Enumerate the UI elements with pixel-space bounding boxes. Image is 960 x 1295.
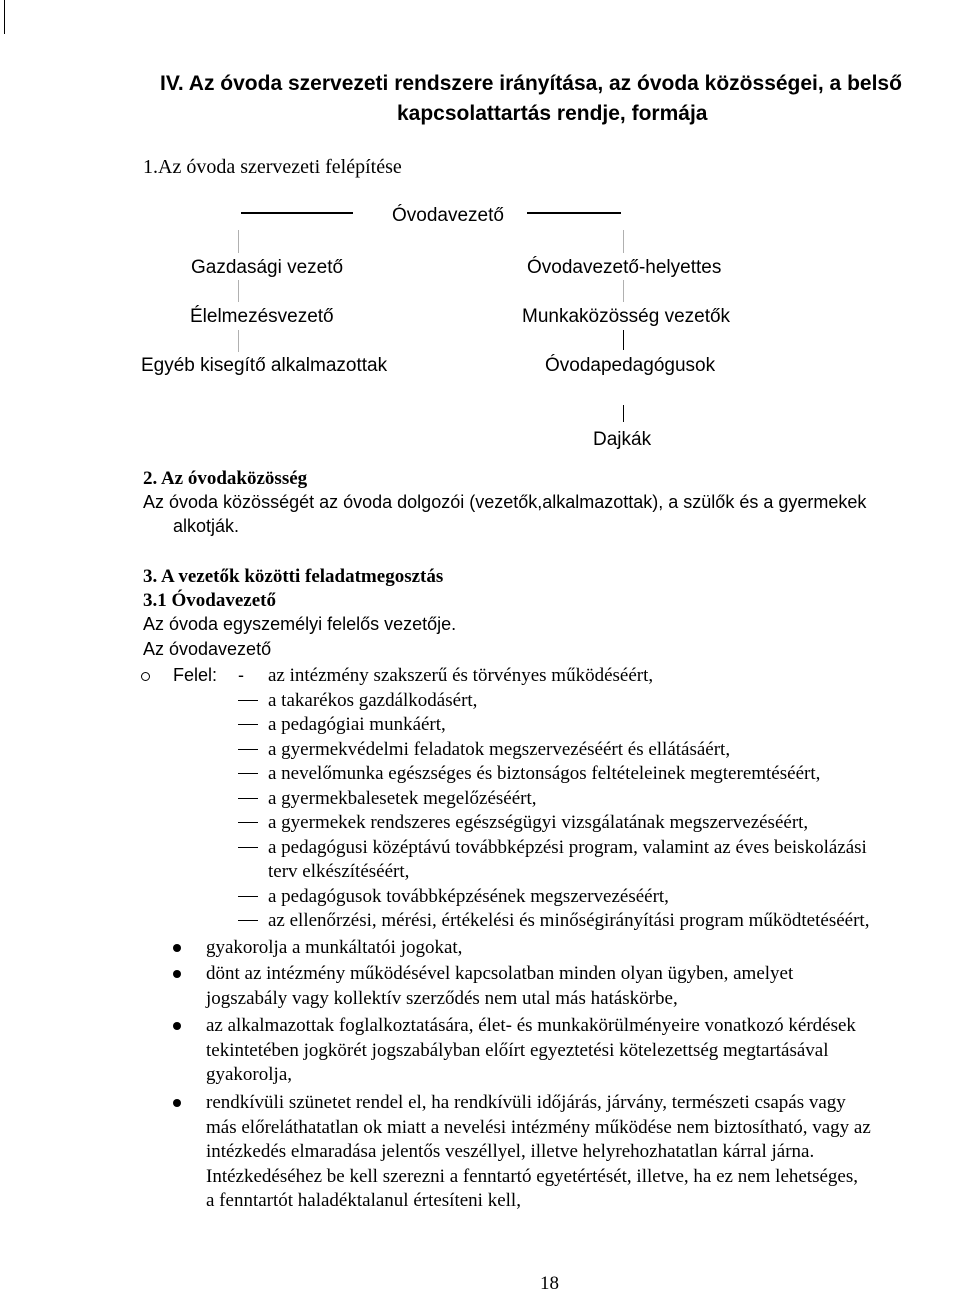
- dash-icon: [238, 847, 258, 848]
- felel-item-cont: terv elkészítéséért,: [268, 861, 410, 882]
- felel-item: az intézmény szakszerű és törvényes működéséért,: [268, 665, 654, 686]
- bullet-text: a fenntartót haladéktalanul értesíteni kell,: [206, 1190, 521, 1211]
- bullet-text: az alkalmazottak foglalkoztatására, élet- és munkakörülményeire vonatkozó kérdések: [206, 1015, 856, 1036]
- felel-dash: -: [238, 665, 244, 685]
- felel-label: Felel:: [173, 665, 218, 685]
- org-line-top-right: [527, 212, 621, 214]
- felel-item: a pedagógiai munkáért,: [268, 714, 446, 735]
- org-connector: [238, 330, 239, 352]
- section2-text: Az óvoda közösségét az óvoda dolgozói (vezetők,alkalmazottak), a szülők és a gyermekek: [143, 492, 867, 512]
- bullet-icon: [173, 1099, 181, 1107]
- org-left-node: Egyéb kisegítő alkalmazottak: [141, 355, 388, 376]
- bullet-text: intézkedés elmaradása jelentős veszéllyel, illetve helyrehozhatatlan kárral járna.: [206, 1141, 815, 1162]
- bullet-icon: [173, 944, 181, 952]
- org-right-node: Óvodapedagógusok: [545, 355, 716, 376]
- org-left-node: Élelmezésvezető: [190, 306, 334, 327]
- org-connector: [623, 330, 624, 350]
- bullet-icon: [173, 1022, 181, 1030]
- section3-text: Az óvoda egyszemélyi felelős vezetője.: [143, 614, 457, 634]
- dash-icon: [238, 749, 258, 750]
- bullet-text: tekintetében jogkörét jogszabályban előírt egyeztetési kötelezettség megtartásával: [206, 1040, 829, 1061]
- bullet-icon: [173, 970, 181, 978]
- bullet-text: dönt az intézmény működésével kapcsolatban minden olyan ügyben, amelyet: [206, 963, 794, 984]
- bullet-icon: [141, 672, 150, 681]
- org-right-node: Munkaközösség vezetők: [522, 306, 731, 327]
- bullet-text: Intézkedéséhez be kell szerezni a fenntartó egyetértését, illetve, ha ez nem lehetséges,: [206, 1166, 858, 1187]
- section3-title: 3. A vezetők közötti feladatmegosztás: [143, 566, 444, 587]
- dash-icon: [238, 896, 258, 897]
- dash-icon: [238, 773, 258, 774]
- org-line-top-left: [241, 212, 353, 214]
- org-right-node: Óvodavezető-helyettes: [527, 257, 722, 278]
- felel-item: az ellenőrzési, mérési, értékelési és minőségirányítási program működtetéséért,: [268, 910, 870, 931]
- section3-subtitle: 3.1 Óvodavezető: [143, 590, 276, 611]
- org-right-node: Dajkák: [593, 429, 652, 450]
- felel-item: a gyermekvédelmi feladatok megszervezéséért és ellátásáért,: [268, 739, 731, 760]
- dash-icon: [238, 920, 258, 921]
- org-connector: [238, 280, 239, 302]
- bullet-text: gyakorolja a munkáltatói jogokat,: [206, 937, 463, 958]
- bullet-text: más előreláthatatlan ok miatt a nevelési intézmény működése nem biztosítható, vagy az: [206, 1117, 871, 1138]
- section1-title: 1.Az óvoda szervezeti felépítése: [143, 156, 402, 178]
- org-connector: [623, 230, 624, 253]
- page-heading-line1: IV. Az óvoda szervezeti rendszere irányítása, az óvoda közösségei, a belső: [160, 72, 902, 95]
- felel-item: a takarékos gazdálkodásért,: [268, 690, 478, 711]
- felel-item: a nevelőmunka egészséges és biztonságos feltételeinek megteremtéséért,: [268, 763, 821, 784]
- bullet-text: jogszabály vagy kollektív szerződés nem utal más hatáskörbe,: [206, 988, 678, 1009]
- section2-title: 2. Az óvodaközösség: [143, 468, 308, 489]
- felel-item: a gyermekbalesetek megelőzéséért,: [268, 788, 537, 809]
- org-left-node: Gazdasági vezető: [191, 257, 344, 278]
- dash-icon: [238, 724, 258, 725]
- org-connector: [238, 230, 239, 253]
- bullet-text: rendkívüli szünetet rendel el, ha rendkívüli időjárás, járvány, természeti csapás vagy: [206, 1092, 846, 1113]
- org-connector: [623, 405, 624, 422]
- margin-mark: [4, 0, 5, 34]
- org-top-node: Óvodavezető: [392, 205, 504, 226]
- dash-icon: [238, 700, 258, 701]
- section2-text: alkotják.: [173, 516, 240, 536]
- dash-icon: [238, 822, 258, 823]
- page-heading-line2: kapcsolattartás rendje, formája: [397, 102, 708, 125]
- felel-item: a gyermekek rendszeres egészségügyi vizsgálatának megszervezéséért,: [268, 812, 809, 833]
- dash-icon: [238, 798, 258, 799]
- felel-item: a pedagógusok továbbképzésének megszervezéséért,: [268, 886, 669, 907]
- org-connector: [623, 280, 624, 302]
- bullet-text: gyakorolja,: [206, 1064, 293, 1085]
- page-number: 18: [540, 1273, 559, 1294]
- felel-item: a pedagógusi középtávú továbbképzési program, valamint az éves beiskolázási: [268, 837, 867, 858]
- section3-text: Az óvodavezető: [143, 639, 272, 659]
